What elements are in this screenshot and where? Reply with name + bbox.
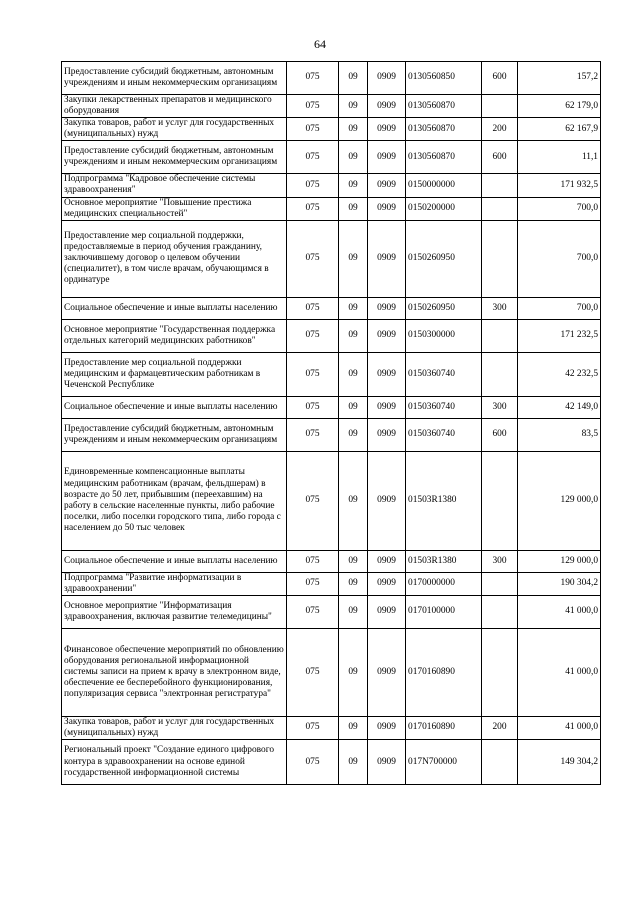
subsection-code: 0909 bbox=[368, 95, 406, 118]
expense-type-code: 600 bbox=[482, 62, 518, 95]
table-body bbox=[62, 62, 601, 785]
table-row bbox=[62, 118, 601, 141]
subsection-code: 0909 bbox=[368, 716, 406, 739]
subsection-code: 0909 bbox=[368, 62, 406, 95]
subsection-code: 0909 bbox=[368, 628, 406, 716]
target-article-code: 01503R1380 bbox=[406, 550, 482, 572]
ministry-code: 075 bbox=[287, 62, 339, 95]
amount: 11,1 bbox=[518, 141, 601, 174]
section-code: 09 bbox=[339, 352, 368, 396]
table-row bbox=[62, 319, 601, 352]
amount: 157,2 bbox=[518, 62, 601, 95]
section-code: 09 bbox=[339, 220, 368, 297]
target-article-code: 0150360740 bbox=[406, 352, 482, 396]
table-row bbox=[62, 740, 601, 785]
section-code: 09 bbox=[339, 451, 368, 550]
ministry-code: 075 bbox=[287, 197, 339, 220]
target-article-code: 0170000000 bbox=[406, 572, 482, 595]
expense-type-code: 600 bbox=[482, 141, 518, 174]
ministry-code: 075 bbox=[287, 141, 339, 174]
ministry-code: 075 bbox=[287, 716, 339, 739]
ministry-code: 075 bbox=[287, 174, 339, 197]
table-row bbox=[62, 550, 601, 572]
subsection-code: 0909 bbox=[368, 740, 406, 785]
expense-type-code: 200 bbox=[482, 716, 518, 739]
subsection-code: 0909 bbox=[368, 319, 406, 352]
row-name: Социальное обеспечение и иные выплаты населению bbox=[62, 297, 287, 319]
table-row bbox=[62, 141, 601, 174]
target-article-code: 0150200000 bbox=[406, 197, 482, 220]
amount: 149 304,2 bbox=[518, 740, 601, 785]
amount: 171 232,5 bbox=[518, 319, 601, 352]
row-name: Предоставление мер социальной поддержки, предоставляемые в период обучения гражданину, заключившему договор о целевом обучении (специалитет), в том числе врачам, обучающимся в ординатуре bbox=[62, 220, 287, 297]
row-name: Закупки лекарственных препаратов и медицинского оборудования bbox=[62, 95, 287, 118]
target-article-code: 0150260950 bbox=[406, 297, 482, 319]
subsection-code: 0909 bbox=[368, 352, 406, 396]
amount: 42 232,5 bbox=[518, 352, 601, 396]
table-row bbox=[62, 716, 601, 739]
target-article-code: 0170160890 bbox=[406, 716, 482, 739]
section-code: 09 bbox=[339, 572, 368, 595]
expense-type-code bbox=[482, 740, 518, 785]
subsection-code: 0909 bbox=[368, 418, 406, 451]
row-name: Закупка товаров, работ и услуг для государственных (муниципальных) нужд bbox=[62, 118, 287, 141]
row-name: Предоставление субсидий бюджетным, автономным учреждениям и иным некоммерческим организациям bbox=[62, 62, 287, 95]
amount: 190 304,2 bbox=[518, 572, 601, 595]
table-row bbox=[62, 572, 601, 595]
section-code: 09 bbox=[339, 550, 368, 572]
ministry-code: 075 bbox=[287, 396, 339, 418]
expense-type-code bbox=[482, 319, 518, 352]
subsection-code: 0909 bbox=[368, 141, 406, 174]
table-row bbox=[62, 62, 601, 95]
table-row bbox=[62, 197, 601, 220]
ministry-code: 075 bbox=[287, 595, 339, 628]
section-code: 09 bbox=[339, 740, 368, 785]
expense-type-code: 600 bbox=[482, 418, 518, 451]
target-article-code: 0130560850 bbox=[406, 62, 482, 95]
subsection-code: 0909 bbox=[368, 297, 406, 319]
expense-type-code bbox=[482, 595, 518, 628]
section-code: 09 bbox=[339, 118, 368, 141]
target-article-code: 0150360740 bbox=[406, 396, 482, 418]
amount: 129 000,0 bbox=[518, 451, 601, 550]
ministry-code: 075 bbox=[287, 572, 339, 595]
table-row bbox=[62, 628, 601, 716]
amount: 129 000,0 bbox=[518, 550, 601, 572]
amount: 41 000,0 bbox=[518, 595, 601, 628]
row-name: Предоставление субсидий бюджетным, автономным учреждениям и иным некоммерческим организациям bbox=[62, 418, 287, 451]
expense-type-code: 200 bbox=[482, 118, 518, 141]
ministry-code: 075 bbox=[287, 297, 339, 319]
target-article-code: 0150260950 bbox=[406, 220, 482, 297]
table-row bbox=[62, 451, 601, 550]
amount: 700,0 bbox=[518, 197, 601, 220]
subsection-code: 0909 bbox=[368, 550, 406, 572]
amount: 700,0 bbox=[518, 220, 601, 297]
ministry-code: 075 bbox=[287, 95, 339, 118]
table-row bbox=[62, 95, 601, 118]
budget-table bbox=[61, 61, 601, 785]
row-name: Финансовое обеспечение мероприятий по обновлению оборудования региональной информационной системы записи на прием к врачу в электронном виде, обеспечение ее бесперебойного функционирования, популяризация сервиса "электронная регистратура" bbox=[62, 628, 287, 716]
section-code: 09 bbox=[339, 628, 368, 716]
expense-type-code bbox=[482, 220, 518, 297]
section-code: 09 bbox=[339, 595, 368, 628]
amount: 62 167,9 bbox=[518, 118, 601, 141]
section-code: 09 bbox=[339, 174, 368, 197]
amount: 700,0 bbox=[518, 297, 601, 319]
row-name: Подпрограмма "Кадровое обеспечение системы здравоохранения" bbox=[62, 174, 287, 197]
subsection-code: 0909 bbox=[368, 396, 406, 418]
row-name: Закупка товаров, работ и услуг для государственных (муниципальных) нужд bbox=[62, 716, 287, 739]
amount: 41 000,0 bbox=[518, 628, 601, 716]
section-code: 09 bbox=[339, 141, 368, 174]
target-article-code: 0130560870 bbox=[406, 118, 482, 141]
section-code: 09 bbox=[339, 197, 368, 220]
row-name: Единовременные компенсационные выплаты медицинским работникам (врачам, фельдшерам) в возрасте до 50 лет, прибывшим (переехавшим) на работу в сельские населенные пункты, либо рабочие поселки, либо поселки городского типа, либо города с населением до 50 тыс человек bbox=[62, 451, 287, 550]
section-code: 09 bbox=[339, 297, 368, 319]
section-code: 09 bbox=[339, 396, 368, 418]
table-row bbox=[62, 595, 601, 628]
ministry-code: 075 bbox=[287, 220, 339, 297]
table-row bbox=[62, 352, 601, 396]
target-article-code: 0170100000 bbox=[406, 595, 482, 628]
section-code: 09 bbox=[339, 319, 368, 352]
row-name: Подпрограмма "Развитие информатизации в здравоохранении" bbox=[62, 572, 287, 595]
row-name: Региональный проект "Создание единого цифрового контура в здравоохранении на основе единой государственной информационной системы bbox=[62, 740, 287, 785]
expense-type-code: 300 bbox=[482, 297, 518, 319]
ministry-code: 075 bbox=[287, 118, 339, 141]
ministry-code: 075 bbox=[287, 740, 339, 785]
page-number: 64 bbox=[314, 37, 326, 51]
expense-type-code: 300 bbox=[482, 550, 518, 572]
subsection-code: 0909 bbox=[368, 118, 406, 141]
row-name: Социальное обеспечение и иные выплаты населению bbox=[62, 396, 287, 418]
table-row bbox=[62, 418, 601, 451]
amount: 83,5 bbox=[518, 418, 601, 451]
target-article-code: 0130560870 bbox=[406, 141, 482, 174]
ministry-code: 075 bbox=[287, 352, 339, 396]
section-code: 09 bbox=[339, 95, 368, 118]
row-name: Предоставление мер социальной поддержки медицинским и фармацевтическим работникам в Чеченской Республике bbox=[62, 352, 287, 396]
expense-type-code bbox=[482, 197, 518, 220]
row-name: Социальное обеспечение и иные выплаты населению bbox=[62, 550, 287, 572]
target-article-code: 01503R1380 bbox=[406, 451, 482, 550]
section-code: 09 bbox=[339, 716, 368, 739]
amount: 171 932,5 bbox=[518, 174, 601, 197]
ministry-code: 075 bbox=[287, 319, 339, 352]
expense-type-code bbox=[482, 628, 518, 716]
expense-type-code bbox=[482, 572, 518, 595]
row-name: Предоставление субсидий бюджетным, автономным учреждениям и иным некоммерческим организациям bbox=[62, 141, 287, 174]
section-code: 09 bbox=[339, 418, 368, 451]
target-article-code: 017N700000 bbox=[406, 740, 482, 785]
amount: 62 179,0 bbox=[518, 95, 601, 118]
target-article-code: 0130560870 bbox=[406, 95, 482, 118]
subsection-code: 0909 bbox=[368, 572, 406, 595]
amount: 42 149,0 bbox=[518, 396, 601, 418]
ministry-code: 075 bbox=[287, 418, 339, 451]
ministry-code: 075 bbox=[287, 550, 339, 572]
table-row bbox=[62, 396, 601, 418]
section-code: 09 bbox=[339, 62, 368, 95]
target-article-code: 0170160890 bbox=[406, 628, 482, 716]
ministry-code: 075 bbox=[287, 451, 339, 550]
subsection-code: 0909 bbox=[368, 197, 406, 220]
subsection-code: 0909 bbox=[368, 220, 406, 297]
table-row bbox=[62, 220, 601, 297]
row-name: Основное мероприятие "Повышение престижа медицинских специальностей" bbox=[62, 197, 287, 220]
target-article-code: 0150300000 bbox=[406, 319, 482, 352]
ministry-code: 075 bbox=[287, 628, 339, 716]
table-row bbox=[62, 174, 601, 197]
expense-type-code bbox=[482, 451, 518, 550]
subsection-code: 0909 bbox=[368, 174, 406, 197]
row-name: Основное мероприятие "Информатизация здравоохранения, включая развитие телемедицины" bbox=[62, 595, 287, 628]
row-name: Основное мероприятие "Государственная поддержка отдельных категорий медицинских работников" bbox=[62, 319, 287, 352]
subsection-code: 0909 bbox=[368, 595, 406, 628]
subsection-code: 0909 bbox=[368, 451, 406, 550]
amount: 41 000,0 bbox=[518, 716, 601, 739]
expense-type-code: 300 bbox=[482, 396, 518, 418]
expense-type-code bbox=[482, 95, 518, 118]
expense-type-code bbox=[482, 352, 518, 396]
target-article-code: 0150360740 bbox=[406, 418, 482, 451]
target-article-code: 0150000000 bbox=[406, 174, 482, 197]
expense-type-code bbox=[482, 174, 518, 197]
table-row bbox=[62, 297, 601, 319]
